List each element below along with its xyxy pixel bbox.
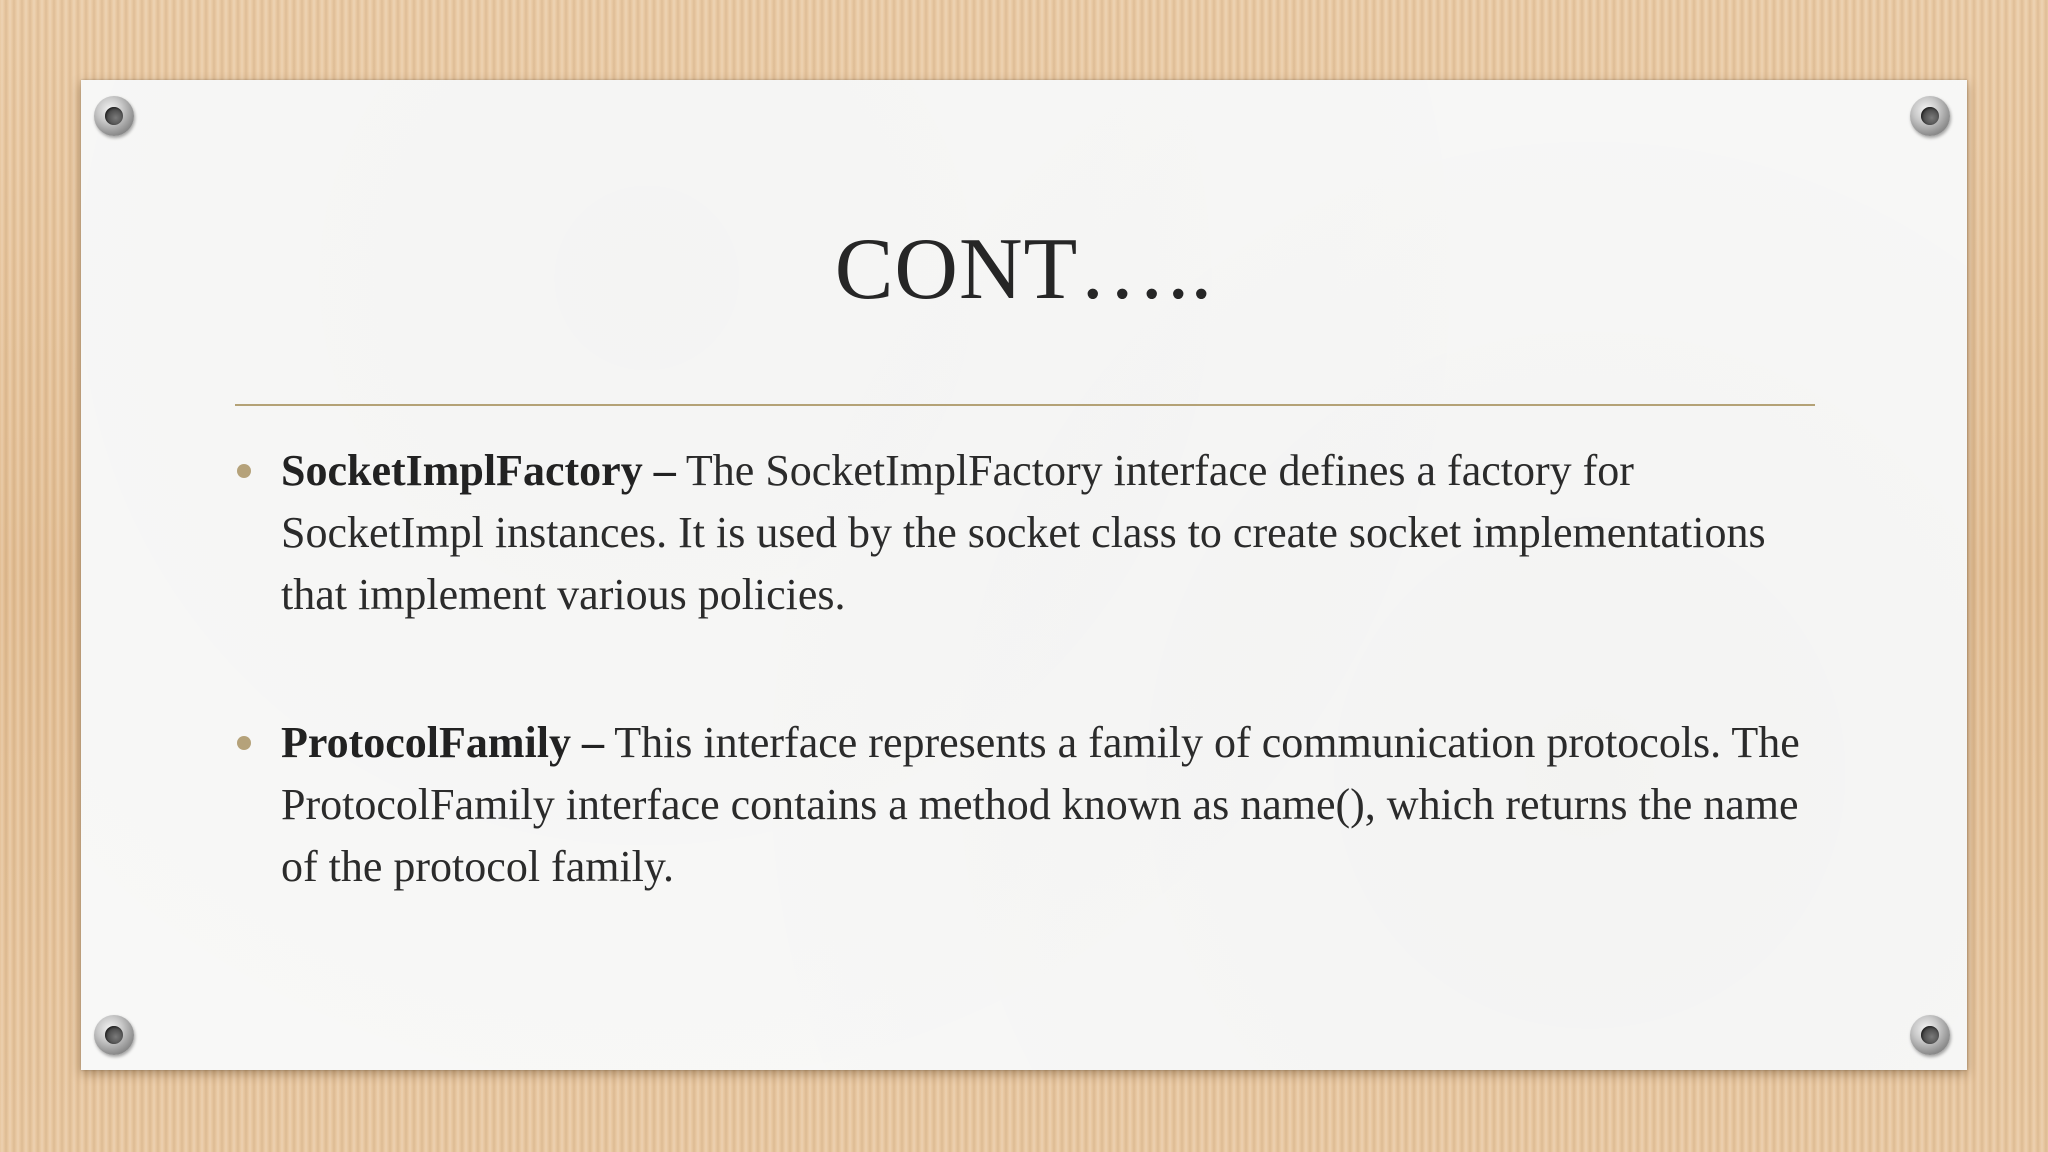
title-divider: [235, 404, 1815, 406]
slide-title: CONT…..: [834, 221, 1214, 318]
bullet-list: [235, 440, 1835, 984]
grommet-icon-top-left: [94, 96, 134, 136]
bullet-dot-icon: [237, 736, 251, 750]
bullet-term: ProtocolFamily –: [281, 718, 604, 767]
bullet-item-socketimplfactory: [235, 440, 1835, 626]
bullet-term: SocketImplFactory –: [281, 446, 676, 495]
bullet-item-protocolfamily: [235, 712, 1835, 898]
grommet-icon-top-right: [1910, 96, 1950, 136]
grommet-icon-bottom-left: [94, 1015, 134, 1055]
bullet-text: The SocketImplFactory interface defines a factory for SocketImpl instances. It is used by the socket class to create socket implementations that implement various policies.: [281, 446, 1766, 619]
grommet-icon-bottom-right: [1910, 1015, 1950, 1055]
bullet-text: This interface represents a family of communication protocols. The ProtocolFamily interface contains a method known as name(), which returns the name of the protocol family.: [281, 718, 1800, 891]
bullet-dot-icon: [237, 464, 251, 478]
